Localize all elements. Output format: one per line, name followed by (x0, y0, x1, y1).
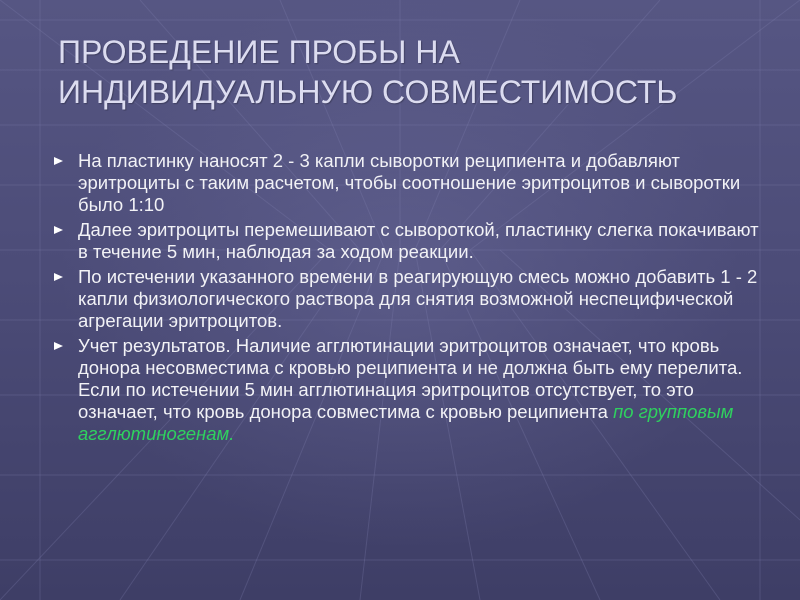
slide-title-line-1: ПРОВЕДЕНИЕ ПРОБЫ НА (58, 34, 460, 70)
bullet-item (52, 150, 772, 216)
bullet-item (52, 335, 772, 445)
bullet-list (52, 150, 772, 448)
bullet-item (52, 219, 772, 263)
bullet-item (52, 266, 772, 332)
triangle-bullet-icon (54, 226, 63, 234)
bullet-text: По истечении указанного времени в реагирующую смесь можно добавить 1 - 2 капли физиологического раствора для снятия возможной неспецифической агрегации эритроцитов. (78, 266, 758, 331)
bullet-text: Учет результатов. Наличие агглютинации эритроцитов означает, что кровь донора несовместима с кровью реципиента и не должна быть ему перелита. Если по истечении 5 мин агглютинация эритроцитов отсутствует, то это означает, что кровь донора совместима с кровью реципиента (78, 335, 743, 422)
bullet-text: На пластинку наносят 2 - 3 капли сыворотки реципиента и добавляют эритроциты с таким расчетом, чтобы соотношение эритроцитов и сыворотки было 1:10 (78, 150, 741, 215)
slide-title-line-2: ИНДИВИДУАЛЬНУЮ СОВМЕСТИМОСТЬ (58, 74, 678, 110)
triangle-bullet-icon (54, 273, 63, 281)
highlighted-text: по групповым агглютиногенам. (78, 401, 734, 444)
triangle-bullet-icon (54, 157, 63, 165)
slide-title (58, 32, 778, 112)
bullet-text: Далее эритроциты перемешивают с сывороткой, пластинку слегка покачивают в течение 5 мин, наблюдая за ходом реакции. (78, 219, 759, 262)
triangle-bullet-icon (54, 342, 63, 350)
